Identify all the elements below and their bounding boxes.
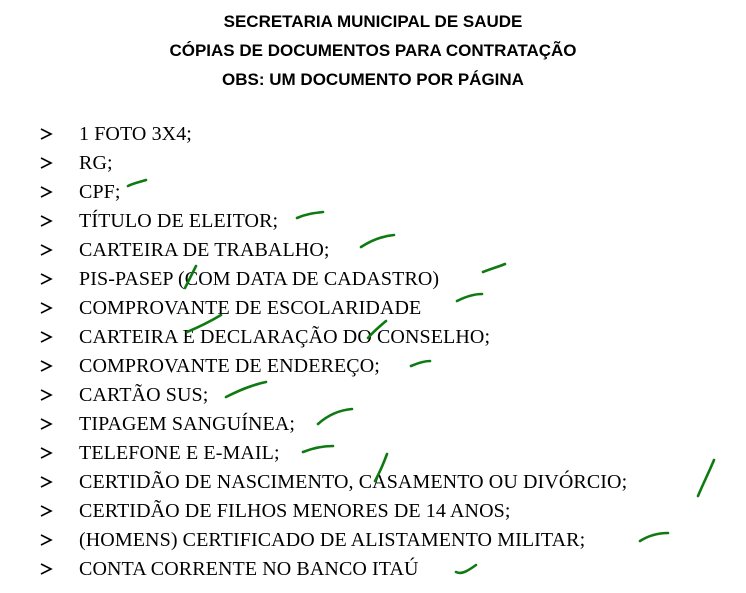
item-label: TÍTULO DE ELEITOR; xyxy=(79,210,279,232)
item-label: CERTIDÃO DE FILHOS MENORES DE 14 ANOS; xyxy=(79,500,511,522)
item-label: COMPROVANTE DE ESCOLARIDADE xyxy=(79,297,422,319)
list-item xyxy=(0,526,746,555)
list-item xyxy=(0,410,746,439)
list-item xyxy=(0,468,746,497)
arrowhead-bullet-icon xyxy=(39,185,53,199)
header-line-note: OBS: UM DOCUMENTO POR PÁGINA xyxy=(222,70,524,89)
arrowhead-bullet-icon xyxy=(39,475,53,489)
arrowhead-bullet-icon xyxy=(39,272,53,286)
list-item xyxy=(0,555,746,584)
document-checklist xyxy=(0,120,746,584)
arrowhead-bullet-icon xyxy=(39,533,53,547)
item-label: RG; xyxy=(79,152,113,174)
item-label: TIPAGEM SANGUÍNEA; xyxy=(79,413,296,435)
arrowhead-bullet-icon xyxy=(39,388,53,402)
arrowhead-bullet-icon xyxy=(39,301,53,315)
arrowhead-bullet-icon xyxy=(39,156,53,170)
list-item xyxy=(0,149,746,178)
arrowhead-bullet-icon xyxy=(39,417,53,431)
item-label: CARTÃO SUS; xyxy=(79,384,209,406)
list-item xyxy=(0,265,746,294)
header-line-secretaria: SECRETARIA MUNICIPAL DE SAUDE xyxy=(223,12,523,31)
item-label: CPF; xyxy=(79,181,121,203)
item-label: COMPROVANTE DE ENDEREÇO; xyxy=(79,355,380,377)
arrowhead-bullet-icon xyxy=(39,562,53,576)
item-label: CARTEIRA E DECLARAÇÃO DO CONSELHO; xyxy=(79,326,491,348)
list-item xyxy=(0,497,746,526)
list-item xyxy=(0,236,746,265)
document-header xyxy=(0,7,746,94)
list-item xyxy=(0,439,746,468)
arrowhead-bullet-icon xyxy=(39,504,53,518)
list-item xyxy=(0,178,746,207)
arrowhead-bullet-icon xyxy=(39,446,53,460)
arrowhead-bullet-icon xyxy=(39,243,53,257)
list-item xyxy=(0,352,746,381)
item-label: PIS-PASEP (COM DATA DE CADASTRO) xyxy=(79,268,440,290)
item-label: CARTEIRA DE TRABALHO; xyxy=(79,239,330,261)
list-item xyxy=(0,207,746,236)
list-item xyxy=(0,294,746,323)
list-item xyxy=(0,323,746,352)
arrowhead-bullet-icon xyxy=(39,359,53,373)
item-label: 1 FOTO 3X4; xyxy=(79,123,192,145)
item-label: CONTA CORRENTE NO BANCO ITAÚ xyxy=(79,558,419,580)
item-label: (HOMENS) CERTIFICADO DE ALISTAMENTO MILITAR; xyxy=(79,529,586,551)
item-label: CERTIDÃO DE NASCIMENTO, CASAMENTO OU DIVÓRCIO; xyxy=(79,471,628,493)
list-item xyxy=(0,120,746,149)
header-line-title: CÓPIAS DE DOCUMENTOS PARA CONTRATAÇÃO xyxy=(169,41,577,60)
list-item xyxy=(0,381,746,410)
item-label: TELEFONE E E-MAIL; xyxy=(79,442,280,464)
arrowhead-bullet-icon xyxy=(39,127,53,141)
arrowhead-bullet-icon xyxy=(39,214,53,228)
arrowhead-bullet-icon xyxy=(39,330,53,344)
